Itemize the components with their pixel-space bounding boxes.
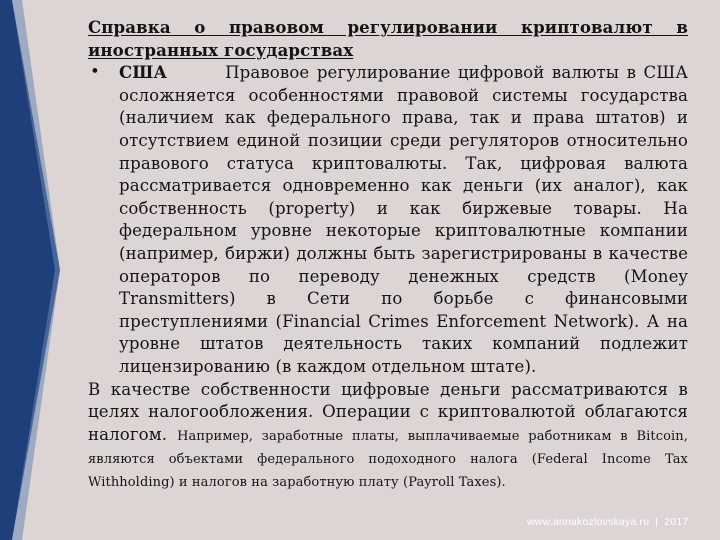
tax-text: В качестве собственности цифровые деньги рассматриваются в целях налогообложения. Операции с криптовалютой облагаются налогом. [88, 379, 688, 444]
left-decorative-stripe [0, 0, 60, 540]
tax-example-text: Например, заработные платы, выплачиваемые работникам в Bitcoin, являются объектами федерального подоходного налога (Federal Income Tax Withholding) и налогов на заработную плату (Payroll Taxes). [88, 428, 689, 490]
country-label: США [119, 62, 168, 83]
footer [527, 516, 688, 528]
bullet-marker: • [90, 62, 100, 82]
footer-year: 2017 [664, 516, 689, 528]
footer-separator: | [655, 516, 659, 528]
footer-site: www.annakozlovskaya.ru [527, 516, 650, 528]
tax-paragraph [88, 379, 688, 493]
slide-content [88, 16, 688, 493]
slide-title: Справка о правовом регулировании криптовалют в иностранных государствах [88, 17, 688, 60]
bullet-usa [88, 61, 688, 378]
bullet-usa-text: Правовое регулирование цифровой валюты в США осложняется особенностями правовой системы государства (наличием как федерального права, так и права штатов) и отсутствием единой позиции среди регуляторов относительно правового статуса криптовалюты. Так, цифровая валюта рассматривается одновременно как деньги (их аналог), как собственность (property) и как биржевые товары. На федеральном уровне некоторые криптовалютные компании (например, биржи) должны быть зарегистрированы в качестве операторов по переводу денежных средств (Money Transmitters) в Сети по борьбе с финансовыми преступлениями (Financial Crimes Enforcement Network). А на уровне штатов деятельность таких компаний подлежит лицензированию (в каждом отдельном штате). [119, 63, 688, 376]
